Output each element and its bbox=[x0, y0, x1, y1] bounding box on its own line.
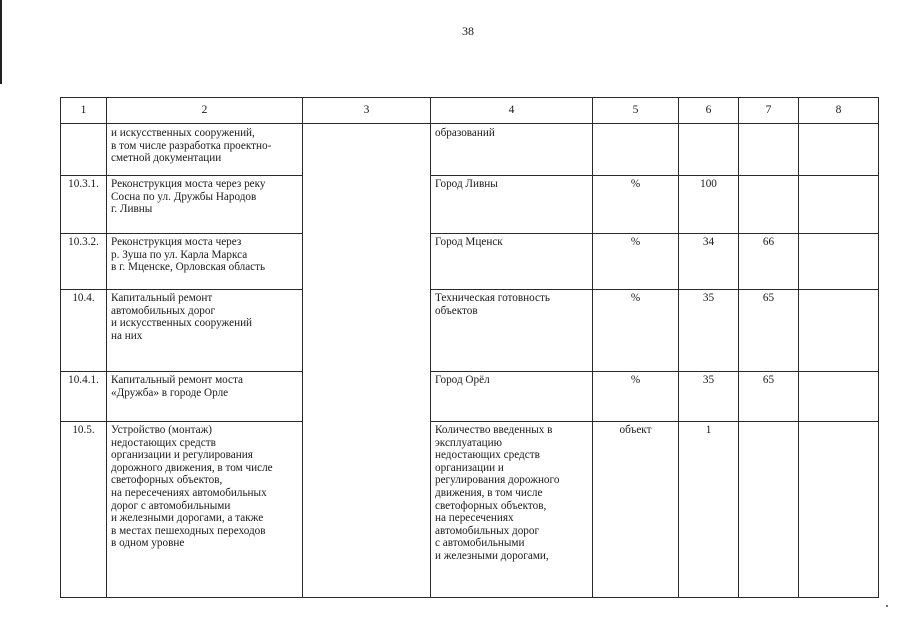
value-col-6-cell: 100 bbox=[679, 176, 739, 234]
value-col-7-cell: 65 bbox=[739, 290, 799, 372]
value-col-6-cell: 35 bbox=[679, 372, 739, 422]
indicator-cell: Техническая готовность объектов bbox=[431, 290, 593, 372]
value-col-8-cell bbox=[799, 234, 879, 290]
column-header: 2 bbox=[107, 98, 303, 124]
unit-cell: % bbox=[593, 176, 679, 234]
table-row bbox=[61, 124, 879, 176]
measure-name-cell: Капитальный ремонт моста «Дружба» в городе Орле bbox=[107, 372, 303, 422]
scan-speck bbox=[886, 605, 888, 607]
measure-name-cell: Капитальный ремонт автомобильных дорог и искусственных сооружений на них bbox=[107, 290, 303, 372]
value-col-8-cell bbox=[799, 124, 879, 176]
value-col-7-cell bbox=[739, 124, 799, 176]
column-header: 6 bbox=[679, 98, 739, 124]
column-header: 3 bbox=[303, 98, 431, 124]
column-header: 8 bbox=[799, 98, 879, 124]
page-number: 38 bbox=[462, 24, 474, 38]
measure-name-cell: Устройство (монтаж) недостающих средств организации и регулирования дорожного движения, в том числе светофорных объектов, на пересечениях автомобильных дорог с автомобильными и железными дорогами, а также в местах пешеходных переходов в одном уровне bbox=[107, 422, 303, 598]
measure-name-cell: Реконструкция моста через реку Сосна по ул. Дружбы Народов г. Ливны bbox=[107, 176, 303, 234]
indicator-cell: Количество введенных в эксплуатацию недостающих средств организации и регулирования дорожного движения, в том числе светофорных объектов, на пересечениях автомобильных дорог с автомобильными и железными дорогами, bbox=[431, 422, 593, 598]
table-row bbox=[61, 176, 879, 234]
table-row bbox=[61, 290, 879, 372]
column-header: 4 bbox=[431, 98, 593, 124]
value-col-7-cell: 66 bbox=[739, 234, 799, 290]
measure-name-cell: и искусственных сооружений, в том числе разработка проектно- сметной документации bbox=[107, 124, 303, 176]
column-header: 1 bbox=[61, 98, 107, 124]
row-number-cell: 10.3.2. bbox=[61, 234, 107, 290]
value-col-6-cell bbox=[679, 124, 739, 176]
row-number-cell bbox=[61, 124, 107, 176]
column-header: 7 bbox=[739, 98, 799, 124]
indicator-cell: Город Орёл bbox=[431, 372, 593, 422]
table-row bbox=[61, 234, 879, 290]
table-row bbox=[61, 372, 879, 422]
measure-name-cell: Реконструкция моста через р. Зуша по ул. Карла Маркса в г. Мценске, Орловская область bbox=[107, 234, 303, 290]
header-row bbox=[61, 98, 879, 124]
value-col-6-cell: 1 bbox=[679, 422, 739, 598]
row-number-cell: 10.3.1. bbox=[61, 176, 107, 234]
row-number-cell: 10.4. bbox=[61, 290, 107, 372]
value-col-8-cell bbox=[799, 176, 879, 234]
table-row bbox=[61, 422, 879, 598]
row-number-cell: 10.4.1. bbox=[61, 372, 107, 422]
unit-cell: объект bbox=[593, 422, 679, 598]
scan-edge-line bbox=[0, 0, 2, 84]
value-col-8-cell bbox=[799, 290, 879, 372]
column-header: 5 bbox=[593, 98, 679, 124]
value-col-6-cell: 34 bbox=[679, 234, 739, 290]
unit-cell: % bbox=[593, 234, 679, 290]
value-col-8-cell bbox=[799, 422, 879, 598]
value-col-6-cell: 35 bbox=[679, 290, 739, 372]
data-table bbox=[60, 97, 879, 598]
value-col-7-cell bbox=[739, 422, 799, 598]
row-number-cell: 10.5. bbox=[61, 422, 107, 598]
value-col-8-cell bbox=[799, 372, 879, 422]
value-col-7-cell bbox=[739, 176, 799, 234]
indicator-cell: Город Мценск bbox=[431, 234, 593, 290]
indicator-cell: образований bbox=[431, 124, 593, 176]
indicator-cell: Город Ливны bbox=[431, 176, 593, 234]
value-col-7-cell: 65 bbox=[739, 372, 799, 422]
unit-cell bbox=[593, 124, 679, 176]
column-3-cell bbox=[303, 124, 431, 598]
unit-cell: % bbox=[593, 372, 679, 422]
unit-cell: % bbox=[593, 290, 679, 372]
